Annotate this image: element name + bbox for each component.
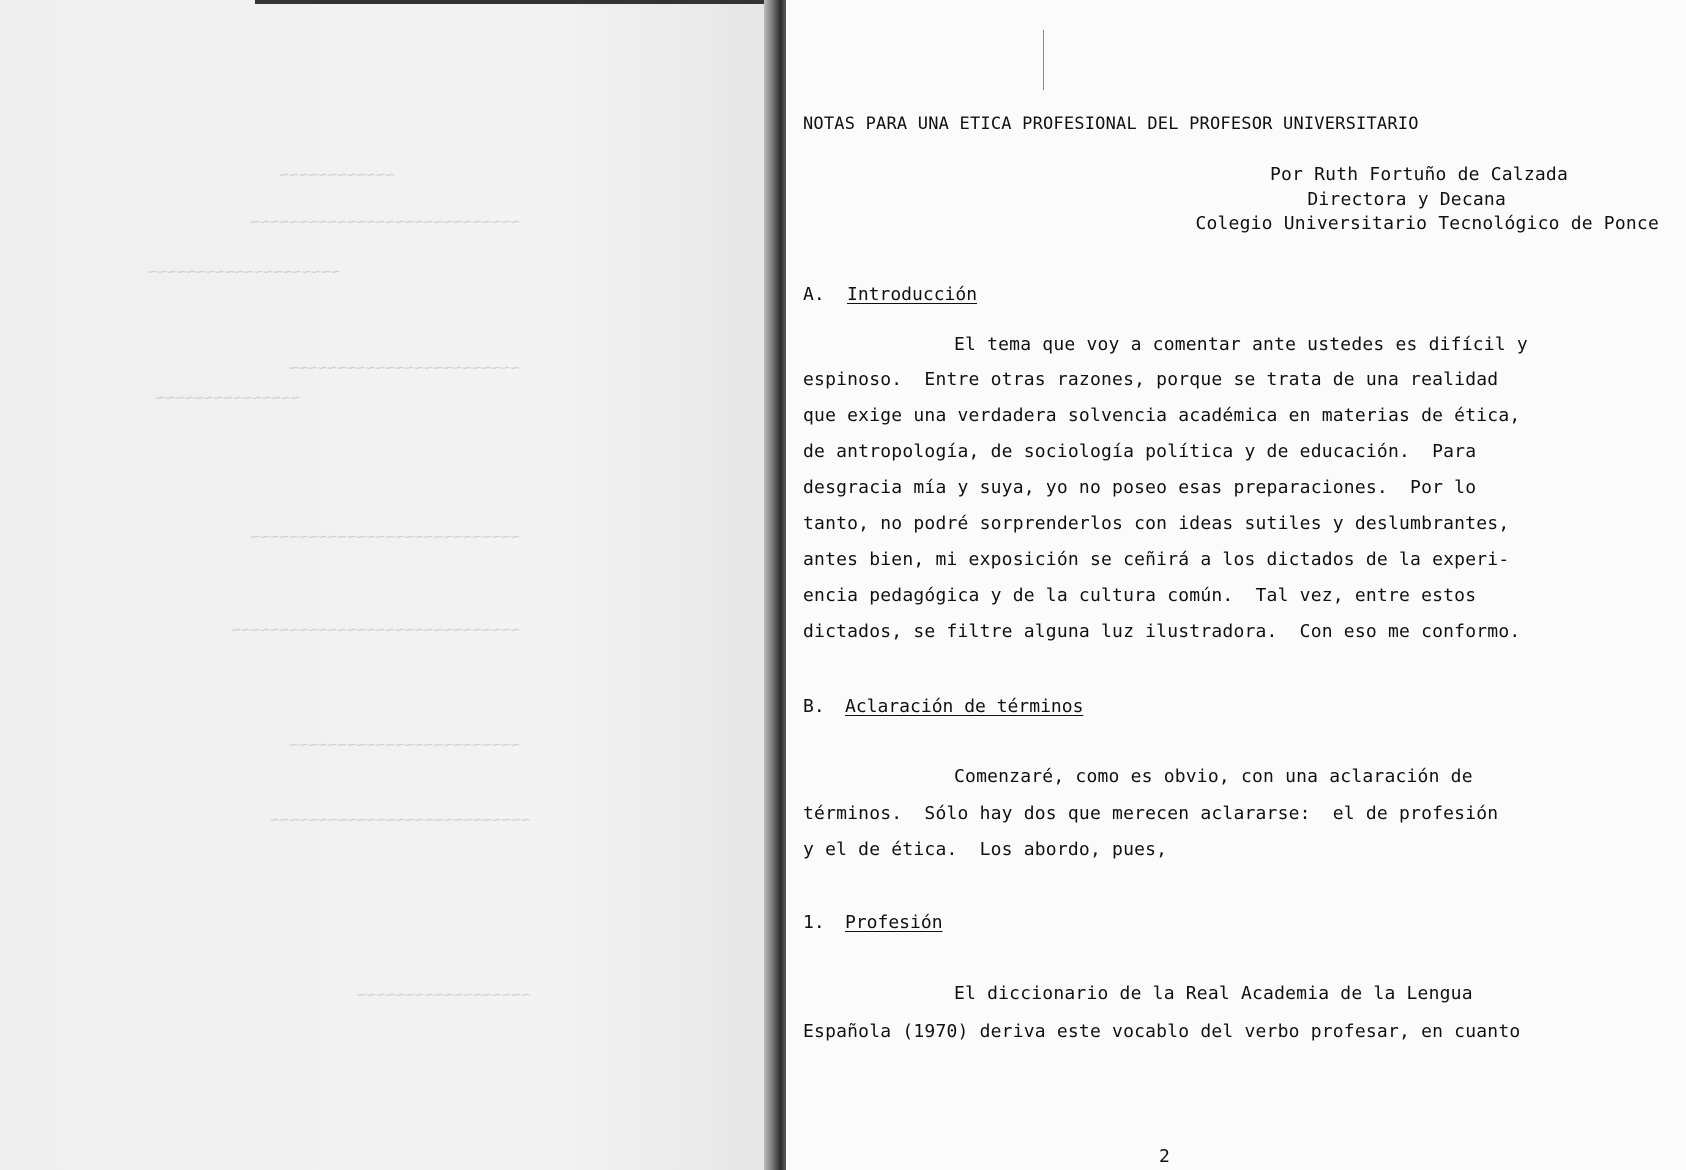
document-title: NOTAS PARA UNA ETICA PROFESIONAL DEL PROFESOR UNIVERSITARIO (803, 114, 1419, 134)
section-b-title: Aclaración de términos (845, 696, 1084, 717)
section-a-label: A. (803, 284, 825, 305)
bleed-through-text: ~~~~~~~~~~~~~~~~~~~~~~~~ (288, 735, 520, 754)
subsection-1-title: Profesión (845, 912, 943, 933)
page-number: 2 (1159, 1146, 1171, 1167)
paragraph-line: que exige una verdadera solvencia académica en materias de ética, (803, 405, 1521, 426)
paragraph-line: tanto, no podré sorprenderlos con ideas sutiles y deslumbrantes, (803, 513, 1510, 534)
paragraph-line: dictados, se filtre alguna luz ilustradora. Con eso me conformo. (803, 621, 1521, 642)
author-title: Directora y Decana (1307, 189, 1506, 210)
bleed-through-text: ~~~~~~~~~~~~~~~~~~~~~~~~~~~~ (250, 527, 520, 546)
bleed-through-text: ~~~~~~~~~~~~~~~~~~ (356, 985, 530, 1004)
section-b-label: B. (803, 696, 825, 717)
subsection-1-label: 1. (803, 912, 825, 933)
paragraph-line: espinoso. Entre otras razones, porque se trata de una realidad (803, 369, 1499, 390)
paragraph-line: desgracia mía y suya, yo no poseo esas preparaciones. Por lo (803, 477, 1477, 498)
bleed-through-text: ~~~~~~~~~~~~~~~~~~~~ (147, 262, 340, 281)
book-gutter (764, 0, 786, 1170)
left-page (0, 0, 775, 1170)
bleed-through-text: ~~~~~~~~~~~~ (279, 165, 395, 184)
bleed-through-text: ~~~~~~~~~~~~~~~~~~~~~~~~~~~~ (250, 212, 520, 231)
bleed-through-text: ~~~~~~~~~~~~~~~~~~~~~~~~~~~~~~ (231, 620, 520, 639)
page-edge-shadow (255, 0, 775, 4)
author-institution: Colegio Universitario Tecnológico de Ponce (1195, 213, 1659, 234)
paragraph-line: El tema que voy a comentar ante ustedes es difícil y (954, 334, 1528, 355)
paragraph-line: encia pedagógica y de la cultura común. Tal vez, entre estos (803, 585, 1477, 606)
bleed-through-text: ~~~~~~~~~~~~~~~~~~~~~~~~ (288, 358, 520, 377)
author-name: Por Ruth Fortuño de Calzada (1270, 164, 1568, 185)
paragraph-line: Española (1970) deriva este vocablo del verbo profesar, en cuanto (803, 1021, 1521, 1042)
paragraph-line: antes bien, mi exposición se ceñirá a los dictados de la experi- (803, 549, 1510, 570)
fold-mark (1043, 30, 1044, 90)
section-a-title: Introducción (847, 284, 978, 305)
paragraph-line: Comenzaré, como es obvio, con una aclaración de (954, 766, 1473, 787)
bleed-through-text: ~~~~~~~~~~~~~~~ (155, 388, 300, 407)
paragraph-line: términos. Sólo hay dos que merecen aclararse: el de profesión (803, 803, 1499, 824)
bleed-through-text: ~~~~~~~~~~~~~~~~~~~~~~~~~~~ (269, 810, 530, 829)
paragraph-line: de antropología, de sociología política y de educación. Para (803, 441, 1477, 462)
paragraph-line: y el de ética. Los abordo, pues, (803, 839, 1168, 860)
paragraph-line: El diccionario de la Real Academia de la Lengua (954, 983, 1473, 1004)
